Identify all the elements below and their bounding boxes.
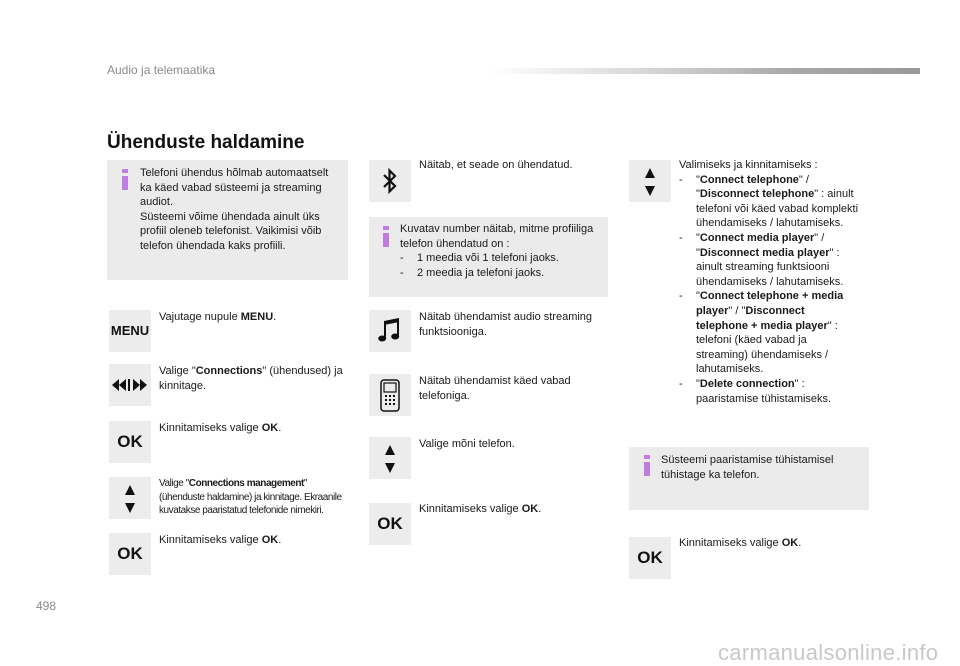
info-box-connection (107, 160, 348, 280)
ok-label: OK (637, 548, 663, 567)
ok-label: OK (117, 544, 143, 563)
up-down-arrows-tile (629, 160, 671, 202)
bluetooth-icon (382, 168, 398, 194)
section-title: Ühenduste haldamine (107, 132, 305, 153)
up-down-arrows-tile (369, 437, 411, 479)
step-confirm-ok: Kinnitamiseks valige OK. (159, 534, 282, 546)
bluetooth-tile (369, 160, 411, 202)
skip-buttons-icon (111, 377, 149, 393)
step-select-connections: Valige "Connections" (ühendused) ja kinnitage. (159, 365, 343, 392)
menu-label: MENU (110, 323, 150, 338)
music-description: Näitab ühendamist audio streaming funktsiooniga. (419, 311, 593, 338)
bluetooth-description: Näitab, et seade on ühendatud. (419, 159, 573, 171)
list-item: - "Connect telephone" / "Disconnect telephone" : ainult telefoni või käed vabad komplekti ühendamiseks / lahutamiseks. (679, 173, 859, 230)
step-confirm-ok: Kinnitamiseks valige OK. (159, 422, 282, 434)
up-down-arrows-tile (109, 477, 151, 519)
list-item: - "Connect telephone + media player" / "Disconnect telephone + media player" : telefoni (käed vabad ja streaming) ühendamiseks / lahutamiseks. (679, 290, 844, 376)
list-item: - "Connect media player" / "Disconnect media player" : ainult streaming funktsiooni ühendamiseks / lahutamiseks. (679, 231, 844, 288)
header-title: Audio ja telemaatika (107, 63, 216, 77)
selection-options: Valimiseks ja kinnitamiseks : - "Connect telephone" / "Disconnect telephone" : ainult telefoni või käed vabad komplekti ühendamiseks / lahutamiseks. - "Connect media player" / "Disconnect media player" : ainult streaming funktsiooni ühendamiseks / lahutamiseks. - "Connect telephone + media player" / "Disconnect telephone + media player" : telefoni (käed vabad ja streaming) ühendamiseks / lahutamiseks. - "Delete connection" : paaristamise tühistamiseks. (679, 159, 859, 405)
info-box-profiles (369, 217, 608, 297)
step-confirm-ok: Kinnitamiseks valige OK. (679, 537, 802, 549)
list-item: - "Delete connection" : paaristamise tühistamiseks. (679, 377, 832, 405)
step-select-phone: Valige mõni telefon. (419, 438, 515, 450)
list-item: - 2 meedia ja telefoni jaoks. (400, 266, 545, 279)
watermark: carmanualsonline.info (718, 640, 939, 665)
list-item: - 1 meedia või 1 telefoni jaoks. (400, 252, 559, 265)
info-box-text: Süsteemi paaristamise tühistamisel tühistage ka telefon. (661, 454, 834, 481)
ok-label: OK (377, 514, 403, 533)
info-box-unpair (629, 447, 869, 510)
step-connections-management: Valige "Connections management" (ühenduste haldamine) ja kinnitage. Ekraanile kuvatakse paaristatud telefonide nimekiri. (159, 478, 342, 516)
step-confirm-ok: Kinnitamiseks valige OK. (419, 503, 542, 515)
ok-button-tile (109, 421, 151, 463)
ok-label: OK (117, 432, 143, 451)
info-box-text: Kuvatav number näitab, mitme profiiliga telefon ühendatud on : - 1 meedia või 1 telefoni jaoks. - 2 meedia ja telefoni jaoks. (400, 222, 604, 280)
info-icon (383, 226, 391, 248)
step-press-menu: Vajutage nupule MENU. (159, 311, 277, 323)
info-box-text: Telefoni ühendus hõlmab automaatselt ka käed vabad süsteemi ja streaming audiot. Süsteemi võime ühendada ainult üks profiil oleneb telefonist. Vaikimisi võib telefon ühendada kaks profiili. (140, 167, 329, 252)
arrow-up-icon (385, 445, 395, 455)
arrow-down-icon (125, 503, 135, 513)
info-icon (122, 169, 130, 191)
arrow-up-icon (645, 168, 655, 178)
music-note-icon (378, 318, 402, 344)
ok-button-tile (109, 533, 151, 575)
header-gradient-bar (490, 68, 920, 74)
ok-button-tile (369, 503, 411, 545)
phone-icon (380, 379, 400, 412)
page-number: 498 (36, 599, 57, 613)
arrow-down-icon (645, 186, 655, 196)
phone-description: Näitab ühendamist käed vabad telefoniga. (419, 375, 571, 402)
ok-button-tile (629, 537, 671, 579)
menu-button-tile (109, 310, 151, 352)
phone-tile (369, 374, 411, 416)
arrow-up-icon (125, 485, 135, 495)
info-icon (644, 455, 652, 477)
arrow-down-icon (385, 463, 395, 473)
skip-buttons-tile (109, 364, 151, 406)
music-tile (369, 310, 411, 352)
